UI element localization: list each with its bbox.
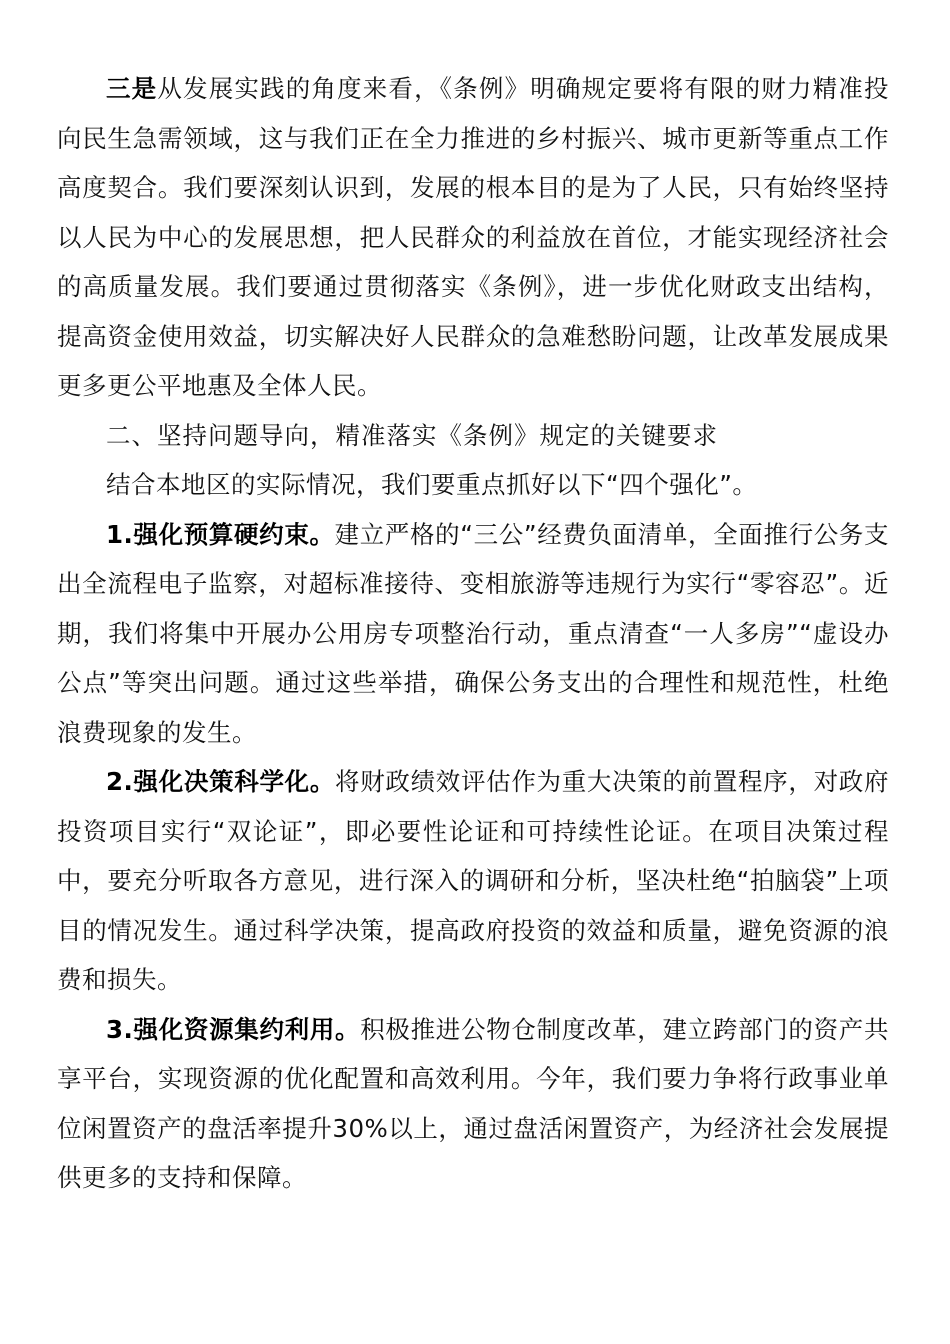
paragraph-item-2 [57, 757, 889, 1005]
section-heading-two [57, 411, 889, 461]
paragraph-lead: 3.强化资源集约利用。 [106, 1014, 361, 1044]
paragraph-text: 从发展实践的角度来看，《条例》明确规定要将有限的财力精准投向民生急需领域，这与我们正在全力推进的乡村振兴、城市更新等重点工作高度契合。我们要深刻认识到，发展的根本目的是为了人民，只有始终坚持以人民为中心的发展思想，把人民群众的利益放在首位，才能实现经济社会的高质量发展。我们要通过贯彻落实《条例》，进一步优化财政支出结构，提高资金使用效益，切实解决好人民群众的急难愁盼问题，让改革发展成果更多更公平地惠及全体人民。 [57, 74, 890, 400]
document-body [57, 64, 889, 1203]
paragraph-lead: 1.强化预算硬约束。 [106, 519, 335, 549]
paragraph-item-1 [57, 510, 889, 758]
paragraph-lead: 三是 [106, 74, 158, 103]
paragraph-item-3 [57, 1005, 889, 1203]
paragraph-three-is [57, 64, 889, 411]
paragraph-text: 建立严格的“三公”经费负面清单，全面推行公务支出全流程电子监察，对超标准接待、变相旅游等违规行为实行“零容忍”。近期，我们将集中开展办公用房专项整治行动，重点清查“一人多房”“虚设办公点”等突出问题。通过这些举措，确保公务支出的合理性和规范性，杜绝浪费现象的发生。 [57, 519, 889, 747]
paragraph-text: 结合本地区的实际情况，我们要重点抓好以下“四个强化”。 [106, 470, 758, 499]
paragraph-lead: 2.强化决策科学化。 [106, 767, 336, 796]
heading-text: 二、坚持问题导向，精准落实《条例》规定的关键要求 [106, 420, 718, 450]
paragraph-text: 积极推进公物仓制度改革，建立跨部门的资产共享平台，实现资源的优化配置和高效利用。今年，我们要力争将行政事业单位闲置资产的盘活率提升30%以上，通过盘活闲置资产，为经济社会发展提供更多的支持和保障。 [57, 1014, 889, 1192]
paragraph-text: 将财政绩效评估作为重大决策的前置程序，对政府投资项目实行“双论证”，即必要性论证和可持续性论证。在项目决策过程中，要充分听取各方意见，进行深入的调研和分析，坚决杜绝“拍脑袋”上项目的情况发生。通过科学决策，提高政府投资的效益和质量，避免资源的浪费和损失。 [57, 767, 889, 994]
paragraph-intro-four-strengthen [57, 460, 889, 510]
